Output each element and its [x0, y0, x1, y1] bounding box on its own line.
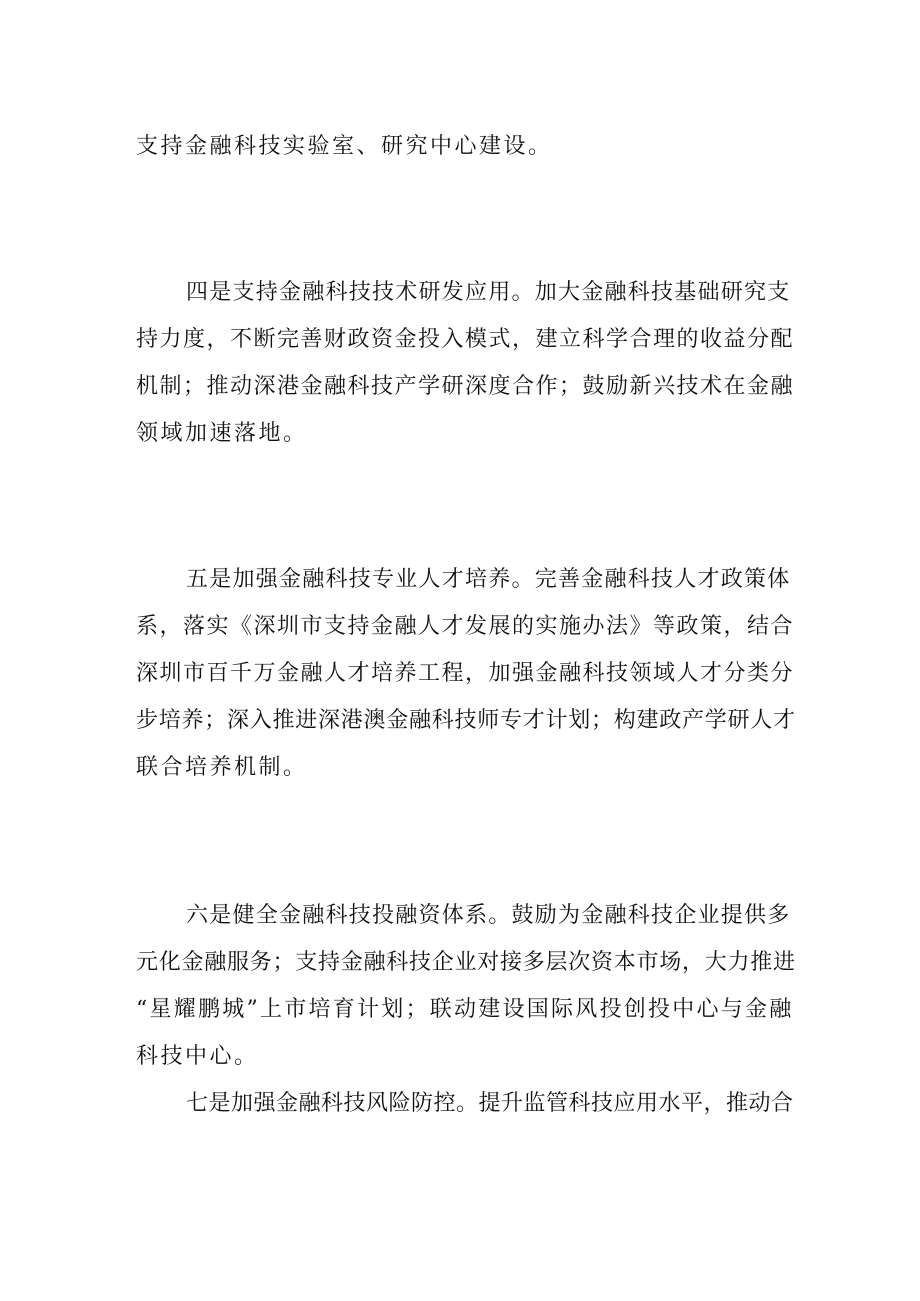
paragraph-5-line-5: 联合培养机制。	[136, 755, 308, 780]
paragraph-5-line-4: 步培养；深入推进深港澳金融科技师专才计划；构建政产学研人才	[136, 708, 796, 733]
paragraph-4-line-4: 领域加速落地。	[136, 421, 308, 446]
paragraph-4-line-1: 四是支持金融科技技术研发应用。加大金融科技基础研究支	[186, 280, 791, 305]
paragraph-4-line-2: 持力度，不断完善财政资金投入模式，建立科学合理的收益分配	[136, 327, 795, 352]
paragraph-6-line-4: 科技中心。	[136, 1044, 259, 1069]
paragraph-5-line-2: 系，落实《深圳市支持金融人才发展的实施办法》等政策，结合	[136, 614, 795, 639]
paragraph-6-line-2: 元化金融服务；支持金融科技企业对接多层次资本市场，大力推进	[136, 950, 796, 975]
paragraph-5-line-1: 五是加强金融科技专业人才培养。完善金融科技人才政策体	[186, 567, 791, 592]
paragraph-0-line-1: 支持金融科技实验室、研究中心建设。	[136, 134, 553, 159]
paragraph-6-line-1: 六是健全金融科技投融资体系。鼓励为金融科技企业提供多	[186, 903, 791, 928]
paragraph-6-line-3: “星耀鹏城”上市培育计划；联动建设国际风投创投中心与金融	[136, 997, 794, 1022]
paragraph-5-line-3: 深圳市百千万金融人才培养工程，加强金融科技领域人才分类分	[136, 661, 795, 686]
paragraph-7-line-1: 七是加强金融科技风险防控。提升监管科技应用水平，推动合	[186, 1091, 794, 1116]
paragraph-4-line-3: 机制；推动深港金融科技产学研深度合作；鼓励新兴技术在金融	[136, 374, 795, 399]
